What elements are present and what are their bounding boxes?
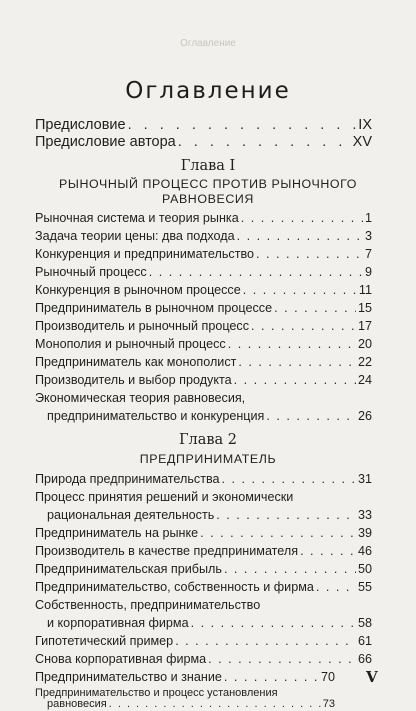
toc-entry-page: 20 <box>357 337 372 351</box>
leader-dots <box>191 615 356 631</box>
leader-dots <box>224 669 319 685</box>
toc-entry-page: 9 <box>364 265 372 279</box>
leader-dots <box>228 336 356 352</box>
leader-dots <box>178 134 351 150</box>
toc-entry-label: Монополия и рыночный процесс <box>35 337 226 351</box>
toc-entry-page: 11 <box>358 283 372 297</box>
toc-entry <box>35 210 372 226</box>
toc-entry-label: Предприниматель в рыночном процессе <box>35 301 273 315</box>
toc-entry-page: 58 <box>357 616 372 630</box>
leader-dots <box>256 246 363 262</box>
toc-entry-label: Производитель и выбор продукта <box>35 373 232 387</box>
toc-entry-label: Природа предпринимательства <box>35 472 220 486</box>
chapter-1-title-line-1: РЫНОЧНЫЙ ПРОЦЕСС ПРОТИВ РЫНОЧНОГО <box>59 177 357 191</box>
toc-entry-label: Предисловие <box>35 117 126 133</box>
running-head: Оглавление <box>180 38 236 49</box>
toc-entry-label: Предпринимательство и знание <box>35 670 222 684</box>
leader-dots <box>300 543 356 559</box>
toc-entry-page: 3 <box>364 229 372 243</box>
chapter-1-title-line-2: РАВНОВЕСИЯ <box>162 192 254 206</box>
page-number: V <box>366 668 378 686</box>
toc-entry <box>47 615 372 631</box>
toc-entry-page: 55 <box>357 580 372 594</box>
leader-dots <box>208 651 356 667</box>
chapter-2-title: ПРЕДПРИНИМАТЕЛЬ <box>139 452 277 466</box>
toc-entry <box>35 264 372 280</box>
toc-entry <box>35 300 372 316</box>
leader-dots <box>149 264 363 280</box>
leader-dots <box>238 354 356 370</box>
toc-entry <box>35 471 372 487</box>
leader-dots <box>237 228 363 244</box>
toc-entry-label: Конкуренция в рыночном процессе <box>35 283 241 297</box>
leader-dots <box>266 408 356 424</box>
toc-entry <box>35 318 372 334</box>
toc-entry-page: 17 <box>357 319 372 333</box>
toc-entry <box>35 228 372 244</box>
toc-entry-page: 22 <box>357 355 372 369</box>
leader-dots <box>109 698 321 710</box>
toc-entry-page: 70 <box>320 670 335 684</box>
toc-entry-label: предпринимательство и конкуренция <box>47 409 265 423</box>
leader-dots <box>216 507 356 523</box>
toc-entry-label: Производитель в качестве предпринимателя <box>35 544 299 558</box>
toc-entry-label: рациональная деятельность <box>47 508 215 522</box>
toc-entry-page: XV <box>352 134 372 150</box>
toc-entry-page: 39 <box>357 526 372 540</box>
toc-entry <box>35 669 335 685</box>
leader-dots <box>241 210 363 226</box>
toc-entry-preface <box>35 117 372 133</box>
toc-entry-label: Производитель и рыночный процесс <box>35 319 250 333</box>
leader-dots <box>251 318 356 334</box>
toc-entry <box>35 633 372 649</box>
toc-entry-label-line-1: Экономическая теория равновесия, <box>35 391 246 405</box>
chapter-1-label: Глава I <box>180 158 236 174</box>
toc-entry-page: 73 <box>322 698 335 710</box>
toc-entry-label: Предпринимательство, собственность и фирма <box>35 580 314 594</box>
toc-entry-page: 15 <box>357 301 372 315</box>
toc-entry <box>35 651 372 667</box>
leader-dots <box>222 471 356 487</box>
toc-entry-label: Гипотетический пример <box>35 634 174 648</box>
toc-entry-label-line-1: Собственность, предпринимательство <box>35 598 261 612</box>
toc-entry-author-preface <box>35 134 372 150</box>
toc-entry-label: Предприниматель на рынке <box>35 526 199 540</box>
toc-entry <box>47 698 335 710</box>
leader-dots <box>274 300 356 316</box>
toc-entry-page: 1 <box>364 211 372 225</box>
toc-entry-label-line-1: Процесс принятия решений и экономически <box>35 490 294 504</box>
toc-entry <box>47 408 372 424</box>
toc-entry-label: Задача теории цены: два подхода <box>35 229 235 243</box>
toc-entry-page: 26 <box>357 409 372 423</box>
toc-entry-label: Предприниматель как монополист <box>35 355 237 369</box>
toc-entry <box>35 354 372 370</box>
toc-entry-label: Рыночный процесс <box>35 265 147 279</box>
leader-dots <box>128 117 357 133</box>
toc-entry-page: 61 <box>357 634 372 648</box>
toc-entry <box>35 246 372 262</box>
leader-dots <box>243 282 357 298</box>
leader-dots <box>316 579 356 595</box>
toc-entry-label: Предисловие автора <box>35 134 176 150</box>
leader-dots <box>200 525 356 541</box>
toc-entry-label: Конкуренция и предпринимательство <box>35 247 255 261</box>
toc-entry <box>35 525 372 541</box>
toc-entry-page: 33 <box>357 508 372 522</box>
toc-entry-page: 50 <box>357 562 372 576</box>
toc-entry-page: 31 <box>357 472 372 486</box>
toc-entry <box>35 561 372 577</box>
toc-entry-label: Снова корпоративная фирма <box>35 652 207 666</box>
leader-dots <box>234 372 356 388</box>
page-title: Оглавление <box>125 78 291 104</box>
chapter-2-label: Глава 2 <box>178 432 238 448</box>
toc-entry-page: 24 <box>357 373 372 387</box>
toc-entry-page: IX <box>358 117 372 133</box>
toc-entry-page: 7 <box>364 247 372 261</box>
toc-entry <box>35 543 372 559</box>
toc-entry <box>47 507 372 523</box>
leader-dots <box>175 633 356 649</box>
toc-entry-page: 66 <box>357 652 372 666</box>
toc-entry-label: Рыночная система и теория рынка <box>35 211 239 225</box>
toc-entry-page: 46 <box>357 544 372 558</box>
toc-entry-label: Предпринимательская прибыль <box>35 562 222 576</box>
toc-entry-label: равновесия <box>47 698 107 710</box>
toc-entry-label: и корпоративная фирма <box>47 616 189 630</box>
toc-entry <box>35 579 372 595</box>
toc-entry <box>35 282 372 298</box>
toc-entry-label-line-1: Предпринимательство и процесс установления <box>35 687 278 699</box>
toc-entry <box>35 336 372 352</box>
toc-entry <box>35 372 372 388</box>
leader-dots <box>224 561 356 577</box>
